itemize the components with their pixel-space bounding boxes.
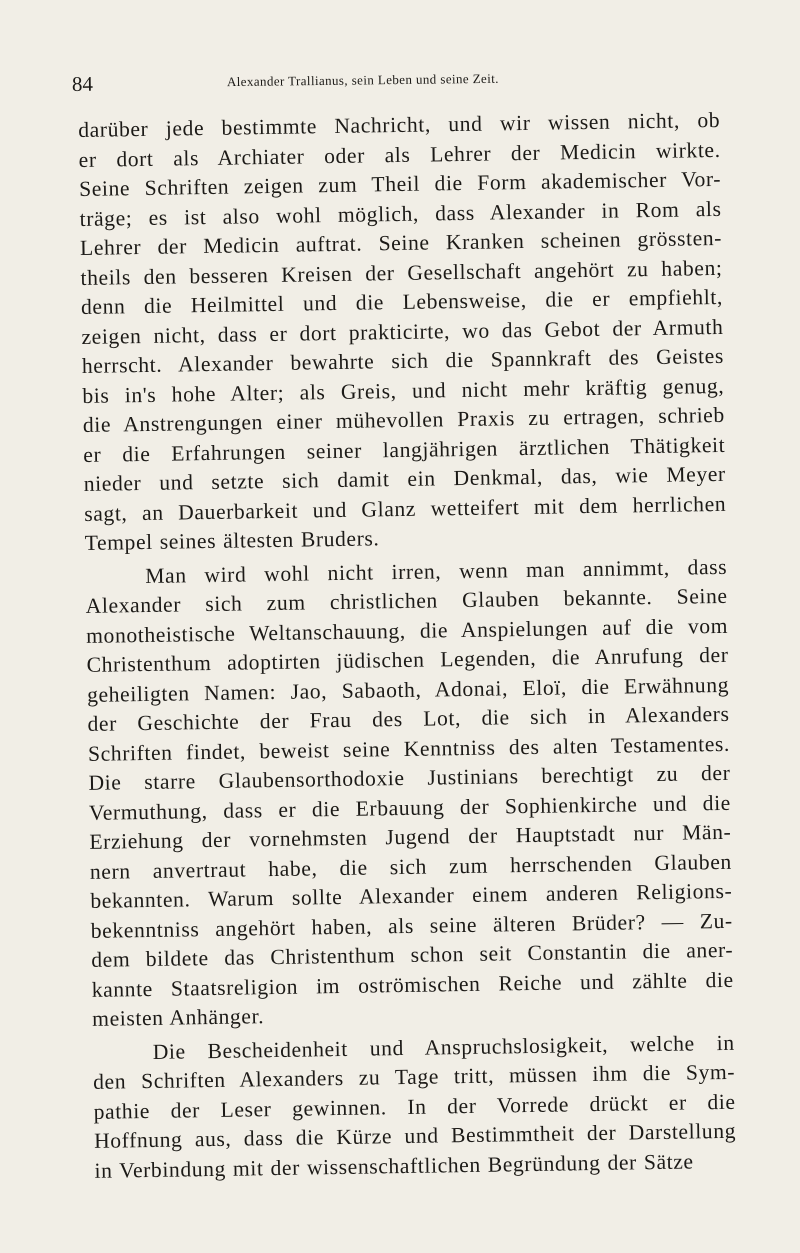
text-line: meisten Anhänger. — [91, 1004, 265, 1031]
text-line: die Anstrengungen einer mühevollen Praxis zu ertragen, schrieb — [82, 402, 725, 437]
text-line: träge; es ist also wohl möglich, dass Alexander in Rom als — [79, 196, 722, 231]
paragraph — [78, 106, 727, 559]
text-line: bekenntniss angehört haben, als seine älteren Brüder? — Zu- — [90, 908, 733, 943]
text-line: kannte Staatsreligion im oströmischen Reiche und zählte die — [91, 967, 734, 1002]
text-line: dem bildete das Christenthum schon seit Constantin die aner- — [91, 937, 734, 972]
text-line: Schriften findet, beweist seine Kenntniss des alten Testamentes. — [87, 731, 731, 766]
text-line: Tempel seines ältesten Bruders. — [84, 526, 380, 555]
text-line: den Schriften Alexanders zu Tage tritt, müssen ihm die Sym- — [92, 1059, 736, 1094]
text-line: monotheistische Weltanschauung, die Anspielungen auf die vom — [85, 613, 729, 648]
text-line: bekannten. Warum sollte Alexander einem anderen Religions- — [90, 878, 733, 913]
text-line: er dort als Archiater oder als Lehrer der Medicin wirkte. — [78, 137, 721, 172]
text-line: sagt, an Dauerbarkeit und Glanz wetteifert mit dem herrlichen — [84, 491, 727, 526]
text-line: Erziehung der vornehmsten Jugend der Hauptstadt nur Män- — [89, 819, 732, 854]
paragraph — [92, 1028, 736, 1186]
text-line: theils den besseren Kreisen der Gesellschaft angehört zu haben; — [80, 255, 723, 290]
text-line: Alexander sich zum christlichen Glauben bekannte. Seine — [85, 583, 728, 618]
text-line: in Verbindung mit der wissenschaftlichen Begründung der Sätze — [94, 1148, 694, 1183]
text-line: denn die Heilmittel und die Lebensweise, die er empfiehlt, — [80, 284, 724, 319]
text-line: herrscht. Alexander bewahrte sich die Spannkraft des Geistes — [81, 343, 725, 378]
paragraph — [85, 552, 734, 1034]
body-text — [78, 106, 737, 1186]
text-line: Lehrer der Medicin auftrat. Seine Kranken scheinen grössten- — [79, 225, 723, 260]
text-line: nern anvertraut habe, die sich zum herrschenden Glauben — [89, 849, 732, 884]
text-line: darüber jede bestimmte Nachricht, und wir wissen nicht, ob — [78, 107, 721, 142]
page-number: 84 — [71, 71, 94, 96]
text-line: er die Erfahrungen seiner langjährigen ärztlichen Thätigkeit — [83, 432, 726, 467]
text-line: geheiligten Namen: Jao, Sabaoth, Adonai, Eloï, die Erwähnung — [86, 672, 730, 707]
text-line: Man wird wohl nicht irren, wenn man annimmt, dass — [145, 554, 728, 588]
text-line: Vermuthung, dass er die Erbauung der Sophienkirche und die — [88, 790, 732, 825]
text-line: Hoffnung aus, dass die Kürze und Bestimmtheit der Darstellung — [93, 1118, 737, 1153]
text-line: zeigen nicht, dass er dort prakticirte, wo das Gebot der Armuth — [81, 314, 724, 349]
text-line: Die Bescheidenheit und Anspruchslosigkeit, welche in — [152, 1030, 735, 1064]
text-line: pathie der Leser gewinnen. In der Vorrede drückt er die — [93, 1089, 736, 1124]
text-line: bis in's hohe Alter; als Greis, und nicht mehr kräftig genug, — [82, 373, 725, 408]
text-line: Die starre Glaubensorthodoxie Justinians berechtigt zu der — [88, 760, 731, 795]
text-line: Seine Schriften zeigen zum Theil die Form akademischer Vor- — [78, 166, 722, 201]
text-line: der Geschichte der Frau des Lot, die sich in Alexanders — [87, 701, 730, 736]
text-line: nieder und setzte sich damit ein Denkmal, das, wie Meyer — [83, 461, 726, 496]
page-header — [72, 64, 732, 102]
text-line: Christenthum adoptirten jüdischen Legenden, die Anrufung der — [86, 642, 729, 677]
running-head: Alexander Trallianus, sein Leben und seine Zeit. — [226, 70, 499, 90]
